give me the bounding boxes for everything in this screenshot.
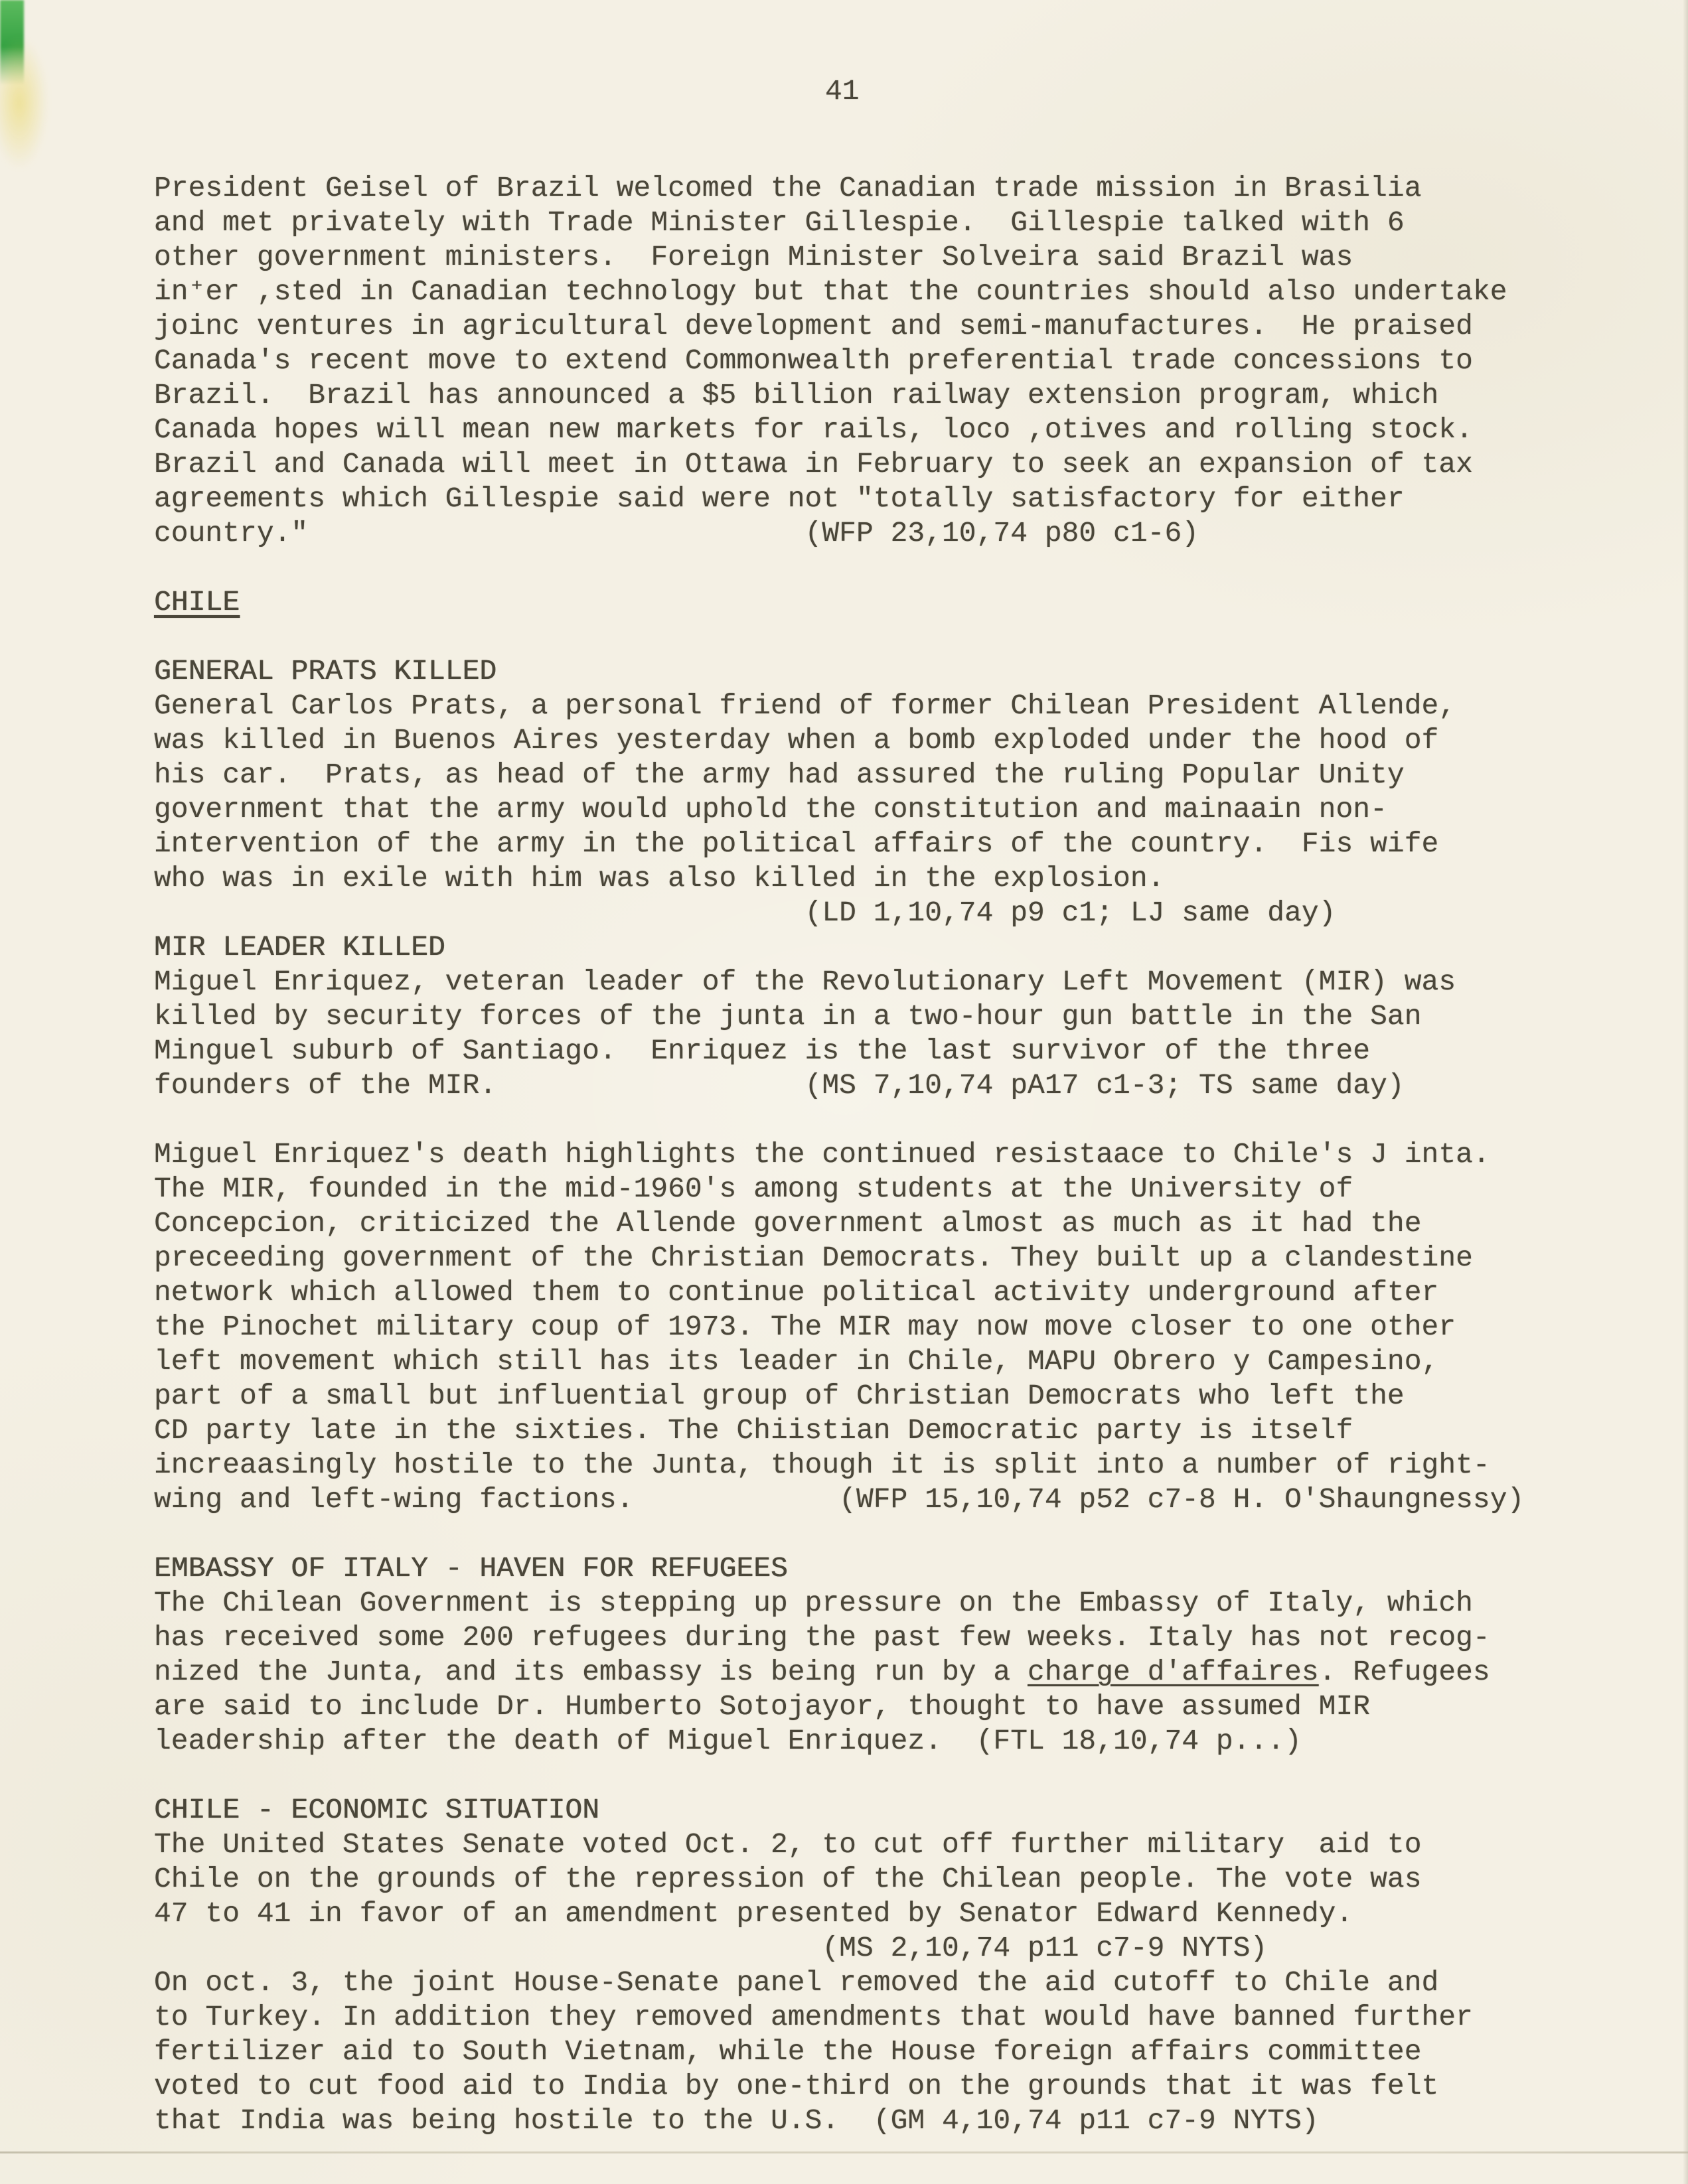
section-mir-leader-killed [154,930,1524,1103]
text-line: Miguel Enriquez, veteran leader of the Revolutionary Left Movement (MIR) was [154,966,1456,998]
text-line: are said to include Dr. Humberto Sotojayor, thought to have assumed MIR [154,1690,1371,1723]
text-line: Chile on the grounds of the repression of the Chilean people. The vote was [154,1863,1422,1895]
text-line: increaasingly hostile to the Junta, though it is split into a number of right- [154,1449,1490,1481]
section-general-prats-killed [154,654,1524,930]
text-line: Concepcion, criticized the Allende government almost as much as it had the [154,1207,1422,1240]
text-line: Brazil. Brazil has announced a $5 billion railway extension program, which [154,379,1439,411]
text-line: network which allowed them to continue political activity underground after [154,1276,1439,1309]
text-line: 47 to 41 in favor of an amendment presented by Senator Edward Kennedy. [154,1897,1353,1930]
text-line-with-citation: founders of the MIR. (MS 7,10,74 pA17 c1-3; TS same day) [154,1069,1405,1102]
text-line-with-citation: leadership after the death of Miguel Enriquez. (FTL 18,10,74 p...) [154,1725,1302,1757]
section-chile-economic-situation [154,1793,1524,2138]
citation-line: (LD 1,10,74 p9 c1; LJ same day) [154,897,1336,929]
text-line: the Pinochet military coup of 1973. The MIR may now move closer to one other [154,1311,1456,1343]
text-segment: nized the Junta, and its embassy is being run by a [154,1656,1028,1688]
text-line: intervention of the army in the political affairs of the country. Fis wife [154,828,1439,860]
paragraph-mir-analysis [154,1137,1524,1517]
text-line: has received some 200 refugees during the past few weeks. Italy has not recog- [154,1621,1490,1654]
text-line: voted to cut food aid to India by one-third on the grounds that it was felt [154,2070,1439,2102]
page-number: 41 [825,75,860,108]
text-line: fertilizer aid to South Vietnam, while the House foreign affairs committee [154,2035,1422,2068]
scan-artifact-page-bottom-edge [0,2151,1688,2153]
text-line: The United States Senate voted Oct. 2, to cut off further military aid to [154,1828,1422,1861]
text-line: to Turkey. In addition they removed amendments that would have banned further [154,2001,1473,2033]
section-heading-chile [154,585,1524,620]
text-line: Brazil and Canada will meet in Ottawa in February to seek an expansion of tax [154,448,1473,480]
text-line: The MIR, founded in the mid-1960's among students at the University of [154,1173,1353,1205]
section-chile [154,585,1524,620]
text-line: other government ministers. Foreign Minister Solveira said Brazil was [154,241,1353,273]
text-line: Canada's recent move to extend Commonwealth preferential trade concessions to [154,344,1473,377]
text-line: was killed in Buenos Aires yesterday when a bomb exploded under the hood of [154,724,1439,757]
underlined-phrase-charge-daffaires: charge d'affaires [1028,1656,1319,1688]
text-line: President Geisel of Brazil welcomed the Canadian trade mission in Brasilia [154,172,1422,204]
text-line-with-citation: wing and left-wing factions. (WFP 15,10,74 p52 c7-8 H. O'Shaungnessy) [154,1483,1525,1516]
text-line: Miguel Enriquez's death highlights the continued resistaace to Chile's J inta. [154,1138,1490,1171]
text-segment: . Refugees [1318,1656,1490,1688]
text-line: in⁺er ,sted in Canadian technology but that the countries should also undertake [154,275,1507,308]
text-line: Canada hopes will mean new markets for rails, loco ,otives and rolling stock. [154,413,1473,446]
text-line-with-citation: country." (WFP 23,10,74 p80 c1-6) [154,517,1199,549]
text-line: agreements which Gillespie said were not "totally satisfactory for either [154,482,1405,515]
section-heading-general-prats-killed: GENERAL PRATS KILLED [154,655,497,688]
section-heading-mir-leader-killed: MIR LEADER KILLED [154,931,445,964]
text-line: left movement which still has its leader in Chile, MAPU Obrero y Campesino, [154,1345,1439,1378]
section-embassy-of-italy [154,1552,1524,1759]
text-line: Minguel suburb of Santiago. Enriquez is the last survivor of the three [154,1035,1371,1067]
section-heading-embassy-of-italy: EMBASSY OF ITALY - HAVEN FOR REFUGEES [154,1552,788,1585]
document-body [154,171,1524,2138]
citation-line: (MS 2,10,74 p11 c7-9 NYTS) [154,1932,1268,1964]
text-line: General Carlos Prats, a personal friend of former Chilean President Allende, [154,690,1456,722]
text-line: On oct. 3, the joint House-Senate panel removed the aid cutoff to Chile and [154,1966,1439,1999]
text-line: government that the army would uphold the constitution and mainaain non- [154,793,1387,826]
text-line: killed by security forces of the junta in a two-hour gun battle in the San [154,1000,1422,1033]
text-line: CD party late in the sixties. The Chiistian Democratic party is itself [154,1414,1353,1447]
scan-artifact-right-edge-shadow [1683,0,1688,2184]
text-line: who was in exile with him was also killed in the explosion. [154,862,1165,895]
text-line-with-underline [154,1655,1524,1690]
text-line: and met privately with Trade Minister Gillespie. Gillespie talked with 6 [154,206,1405,239]
text-line: part of a small but influential group of Christian Democrats who left the [154,1380,1405,1412]
section-heading-chile-economic-situation: CHILE - ECONOMIC SITUATION [154,1794,599,1826]
text-line: joinc ventures in agricultural development and semi-manufactures. He praised [154,310,1473,342]
text-line-with-citation: that India was being hostile to the U.S. (GM 4,10,74 p11 c7-9 NYTS) [154,2104,1319,2137]
chile-heading-text: CHILE [154,586,240,619]
text-line: The Chilean Government is stepping up pressure on the Embassy of Italy, which [154,1587,1473,1619]
paragraph-brazil-trade [154,171,1524,551]
scan-artifact-yellow-smear [0,36,48,169]
text-line: his car. Prats, as head of the army had assured the ruling Popular Unity [154,759,1405,791]
text-line: preceeding government of the Christian Democrats. They built up a clandestine [154,1242,1473,1274]
